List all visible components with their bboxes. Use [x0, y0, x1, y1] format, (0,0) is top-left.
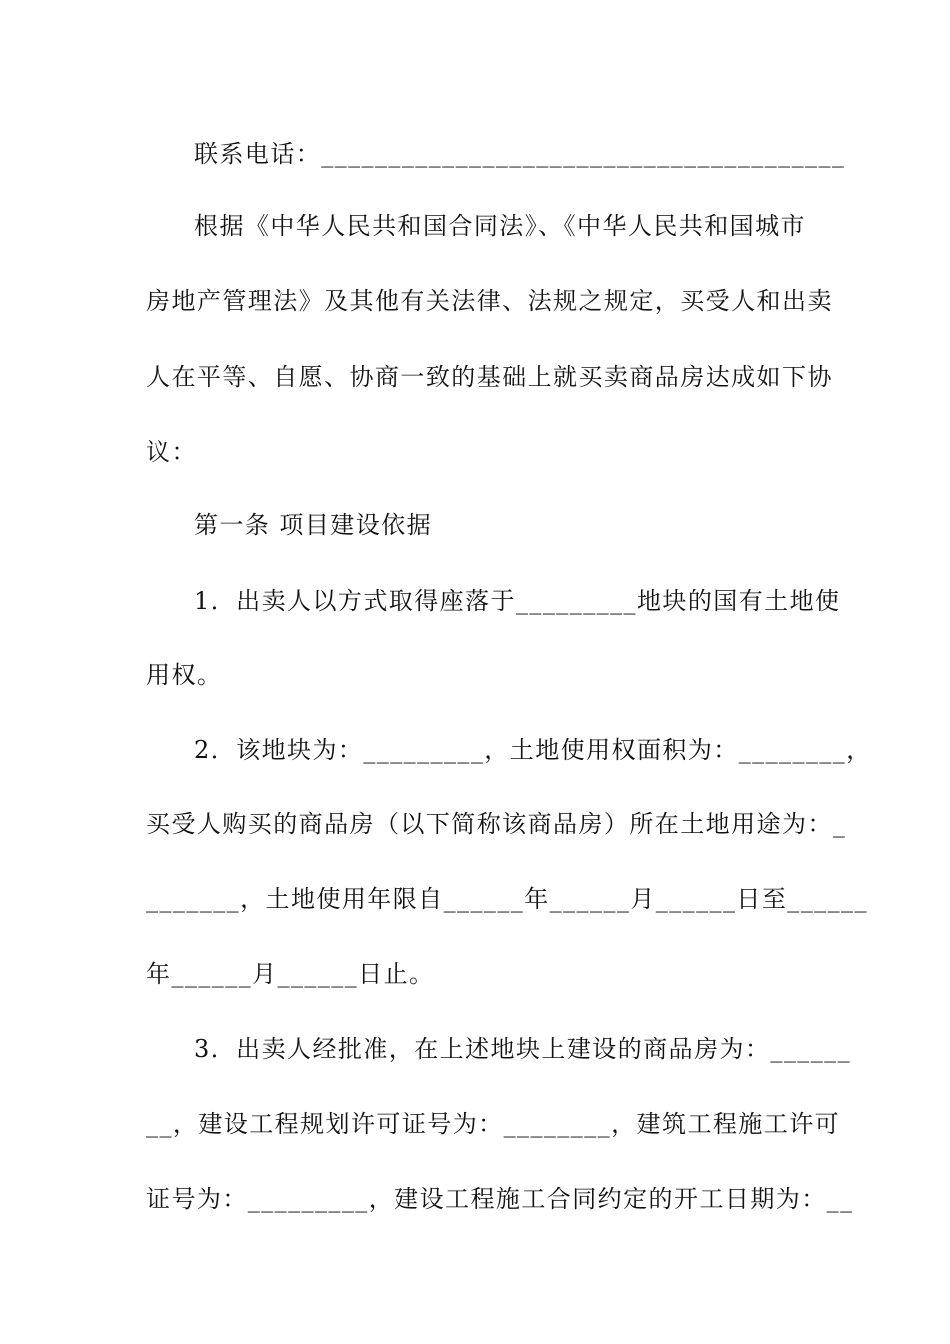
contact-phone-line: 联系电话：_______________________________________	[194, 140, 846, 168]
clause-line: 3．出卖人经批准，在上述地块上建设的商品房为：______	[194, 1035, 852, 1063]
paragraph-line: 议：	[146, 438, 197, 466]
clause-line: 用权。	[146, 661, 223, 689]
clause-line: _______，土地使用年限自______年______月______日至______	[146, 885, 868, 913]
clause-line: __，建设工程规划许可证号为：________，建筑工程施工许可	[146, 1110, 841, 1138]
clause-line: 2．该地块为：_________，土地使用权面积为：________，	[194, 736, 872, 764]
clause-line: 1．出卖人以方式取得座落于_________地块的国有土地使	[194, 587, 841, 615]
clause-line: 证号为：_________，建设工程施工合同约定的开工日期为：__	[146, 1185, 854, 1213]
paragraph-line: 根据《中华人民共和国合同法》、《中华人民共和国城市	[194, 212, 806, 240]
section-heading: 第一条 项目建设依据	[194, 511, 433, 539]
clause-line: 年______月______日止。	[146, 960, 435, 988]
paragraph-line: 房地产管理法》及其他有关法律、法规之规定，买受人和出卖	[146, 287, 833, 315]
paragraph-line: 人在平等、自愿、协商一致的基础上就买卖商品房达成如下协	[146, 363, 833, 391]
clause-line: 买受人购买的商品房（以下简称该商品房）所在土地用途为：_	[146, 810, 847, 838]
